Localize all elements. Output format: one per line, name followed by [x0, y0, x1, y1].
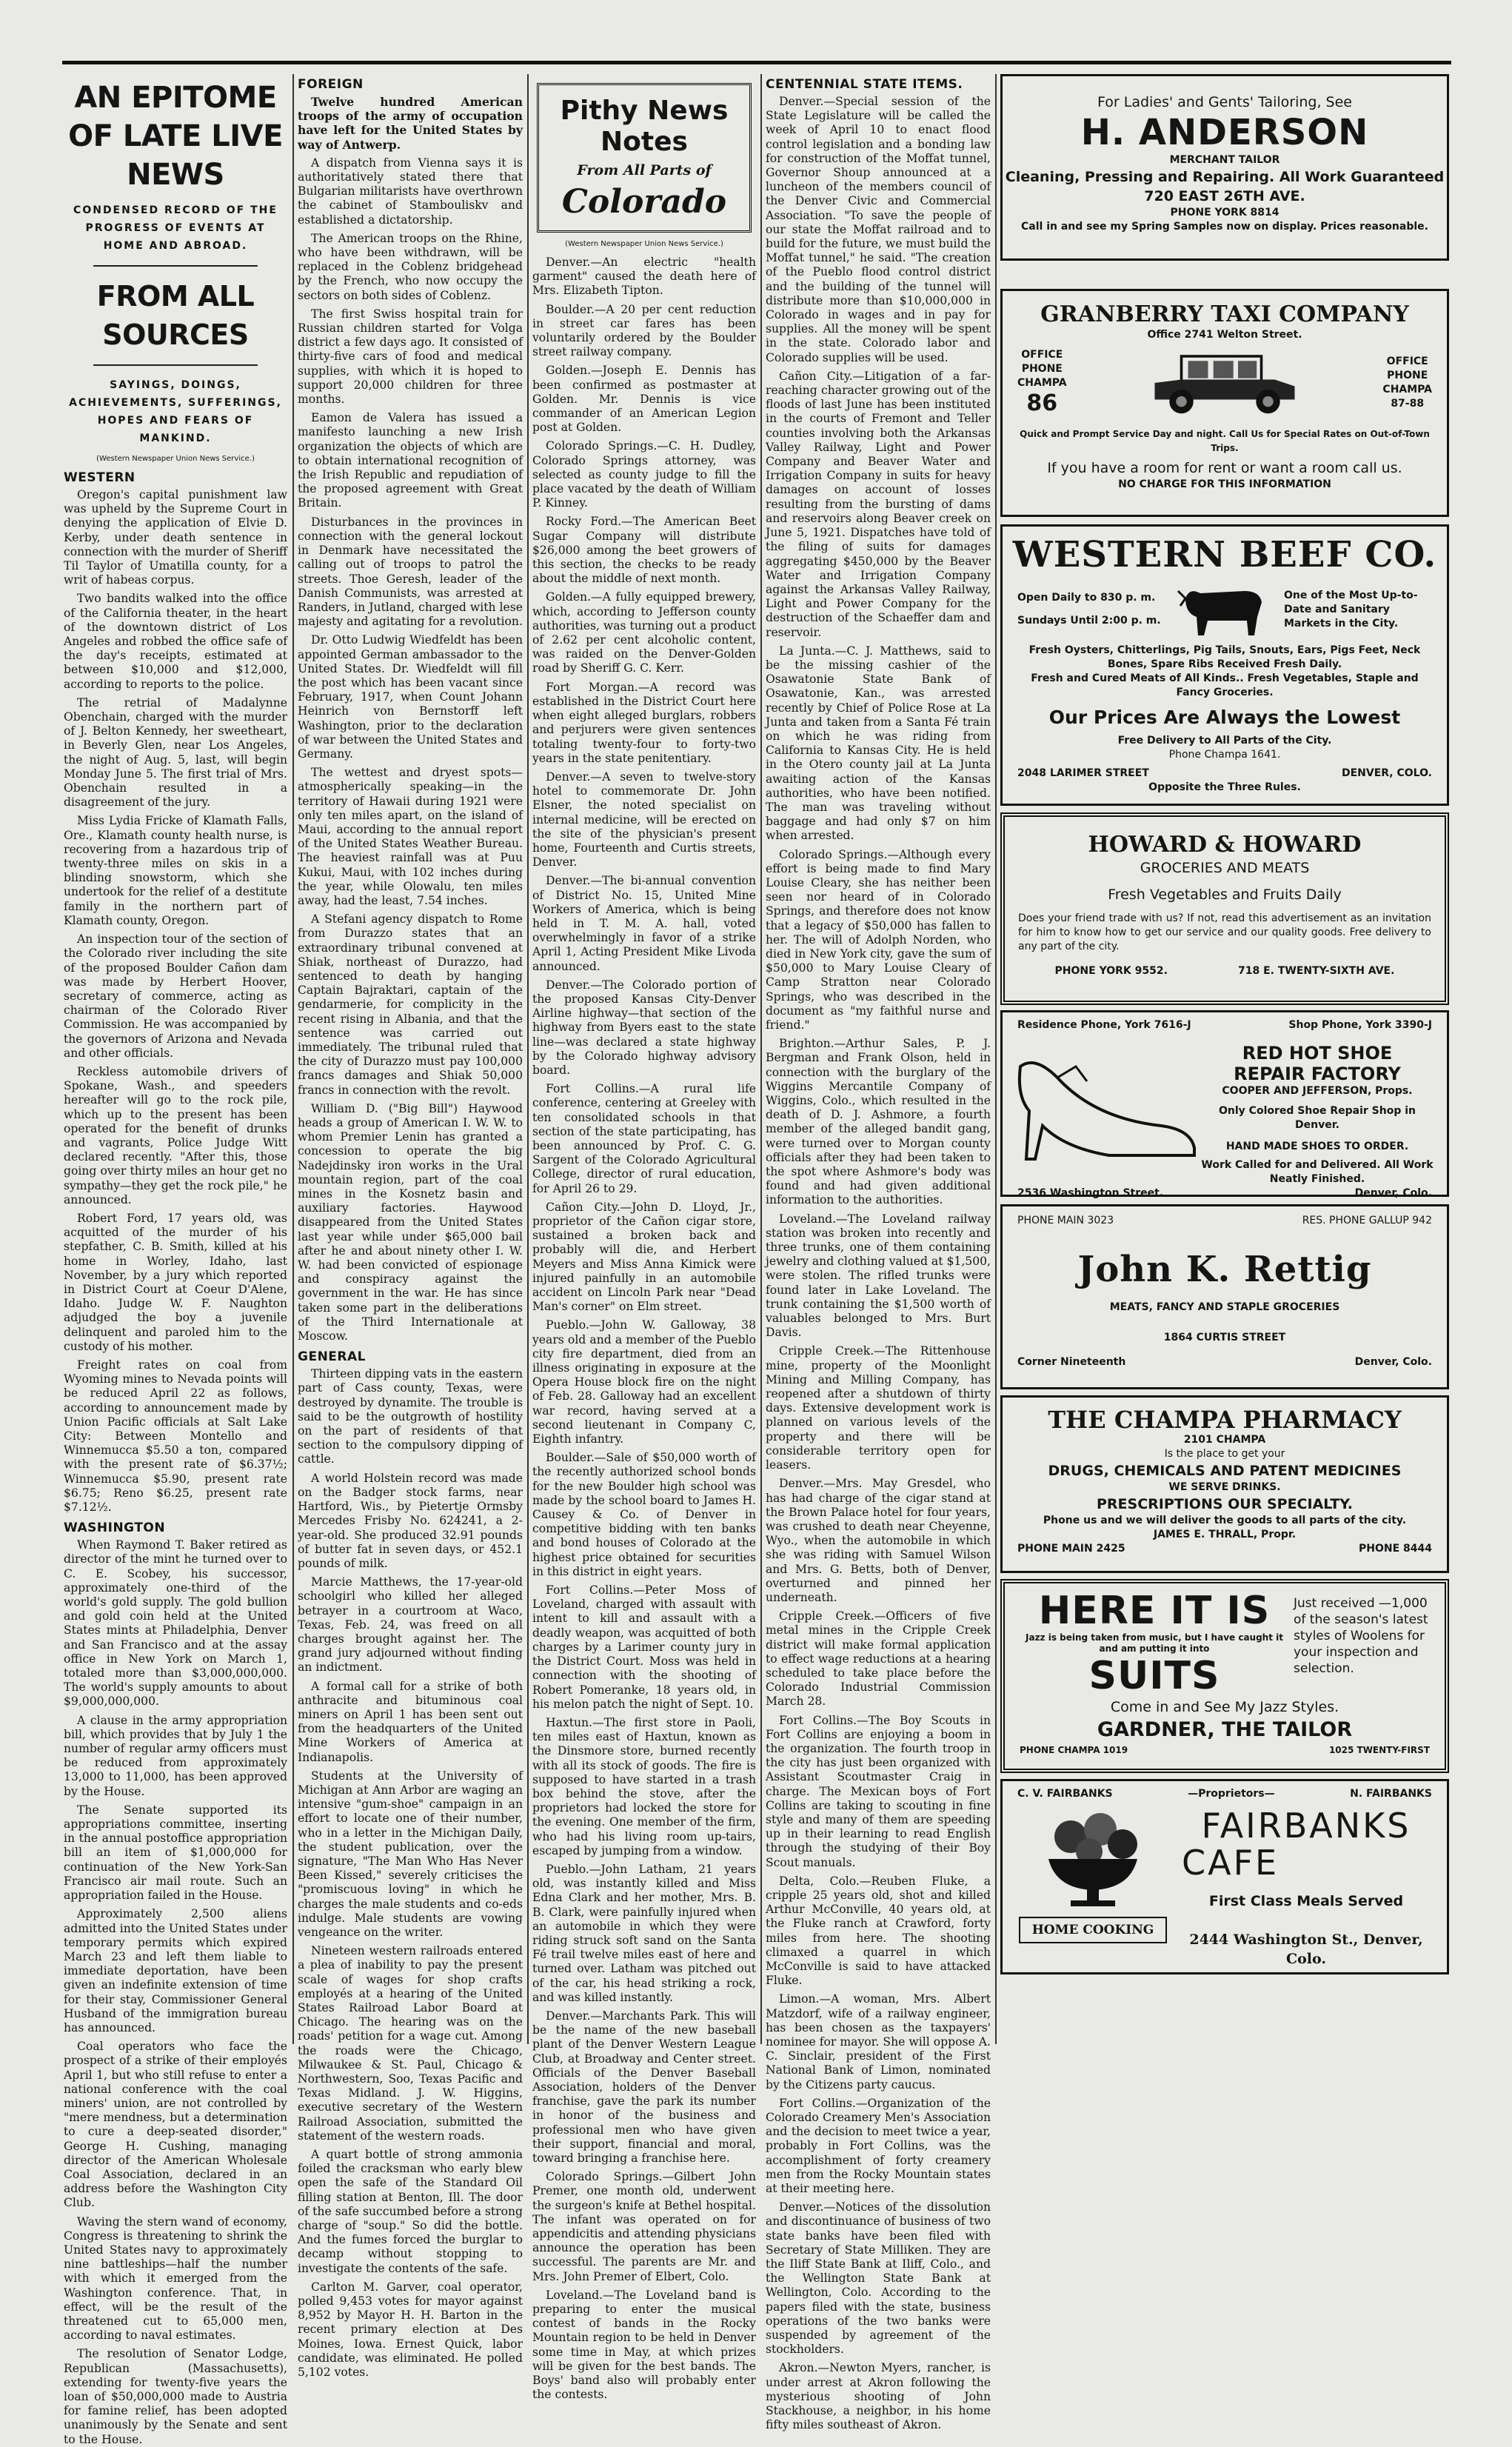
ad-business-name: THE CHAMPA PHARMACY — [1048, 1406, 1402, 1434]
news-item: The Senate supported its appropriations committee, inserting in the annual postoffice appropriation bill an item of $1,000,000 for continuation of the New York-San Francisco air mail route. Such an appropriation failed in the House. — [64, 1803, 287, 1903]
news-credit: (Western Newspaper Union News Service.) — [565, 240, 723, 248]
ad-phone-row — [1005, 964, 1445, 978]
pithy-subtitle: From All Parts of — [577, 162, 712, 178]
ad-phone-number: 86 — [1026, 390, 1058, 416]
news-item: A world Holstein record was made on the Badger stock farms, near Hartford, Wis., by Pietertje Ormsby Mercedes Frisby No. 624241, a 2-year-old. She produced 32.91 pounds of butter fat in seven days, or 452.1 pounds of milk. — [298, 1471, 523, 1570]
ad-address-row — [1003, 767, 1447, 781]
ad-granberry-taxi — [1000, 289, 1449, 517]
news-item: Golden.—Joseph E. Dennis has been confirmed as postmaster at Golden. Mr. Dennis is vice commander of an American Legion post at Golden. — [532, 364, 756, 435]
section-general: GENERAL — [298, 1349, 366, 1365]
ad-line: Corner Nineteenth — [1017, 1356, 1126, 1368]
news-item: Cañon City.—Litigation of a far-reaching character growing out of the floods of last June has been instituted in the courts of Fremont and Teller counties involving both the Arkansas Valley Railway, Light and Power Company and Beaver Water and Irrigation Company in suits for heavy damages on account of losses resulting from the bursting of dams and reservoirs along Beaver creek on June 5, 1921. Dispatches have told of the filing of suits for damages aggregating $450,000 by the Beaver Water and Irrigation Company against the Arkansas Valley Railway, Light and Power Company for the destruction of the Schaeffer dam and reservoir. — [766, 369, 991, 639]
news-item: Denver.—The Colorado portion of the proposed Kansas City-Denver Airline highway—that section of the highway from Byers east to the state line—was declared a state highway by the Colorado highway advisory board. — [532, 978, 756, 1077]
news-item: Pueblo.—John Latham, 21 years old, was instantly killed and Miss Edna Clark and her mother, Mrs. B. B. Clark, were painfully injured when an automobile in which they were riding struck soft sand on the Santa Fé trail twelve miles east of here and turned over. Latham was pitched out of the car, his head striking a rock, and was killed instantly. — [532, 1862, 756, 2004]
ad-line: COOPER AND JEFFERSON, Props. — [1222, 1085, 1413, 1097]
column-centennial — [766, 74, 991, 2432]
news-item: Freight rates on coal from Wyoming mines to Nevada points will be reduced April 22 as follows, according to announcement made by Union Pacific officials at Salt Lake City: Between Montello and Winnemucca $5.50 a ton, compared with the present rate of $6.37½; Winnemucca $5.90, present rate $6.75; Reno $6.25, present rate $7.12½. — [64, 1358, 287, 1515]
ad-fairbanks-body — [1003, 1801, 1447, 1969]
column-rule — [292, 74, 294, 2044]
column-rule — [760, 74, 762, 2044]
ad-address: 718 E. TWENTY-SIXTH AVE. — [1238, 965, 1395, 977]
subheadline-sayings: SAYINGS, DOINGS, ACHIEVEMENTS, SUFFERINGS, HOPES AND FEARS OF MANKIND. — [69, 379, 282, 444]
ad-fairbanks-left — [1011, 1807, 1174, 1969]
ad-address: 1025 TWENTY-FIRST — [1328, 1745, 1430, 1755]
ad-line: Come in and See My Jazz Styles. — [1110, 1699, 1339, 1715]
ad-phone: PHONE 8444 — [1359, 1543, 1432, 1555]
ad-john-rettig — [1000, 1204, 1449, 1389]
ad-red-hot-shoe — [1000, 1010, 1449, 1197]
ad-howard-groceries — [1000, 812, 1449, 1005]
ad-line: Does your friend trade with us? If not, read this advertisement as an invitation for him to know how to get our service and our quality goods. Free delivery to any part of the city. — [1018, 912, 1431, 952]
news-item: The retrial of Madalynne Obenchain, charged with the murder of J. Belton Kennedy, her sweetheart, in Beverly Glen, near Los Angeles, the night of Aug. 5, last, will begin Monday June 5. The first trial of Mrs. Obenchain resulted in a disagreement of the jury. — [64, 695, 287, 809]
ad-gardner-left — [1015, 1589, 1294, 1697]
ad-line: OFFICE — [1021, 349, 1063, 361]
news-item: Golden.—A fully equipped brewery, which, according to Jefferson county authorities, was turning out a product of 2.62 per cent alcoholic content, was raided on the Denver-Golden road by Sheriff G. C. Kerr. — [532, 590, 757, 675]
divider — [93, 265, 258, 267]
ad-business-name: H. ANDERSON — [1080, 112, 1369, 153]
ad-address: 2101 CHAMPA — [1183, 1434, 1266, 1446]
ad-anderson-tailor — [1000, 74, 1449, 261]
news-item: Carlton M. Garver, coal operator, polled 9,453 votes for mayor against 8,952 by Mayor H. H. Barton in the recent primary election at Des Moines, Iowa. Ernest Quick, labor candidate, was eliminated. He polled 5,102 votes. — [298, 2280, 523, 2380]
ad-business-name: WESTERN BEEF CO. — [1012, 534, 1437, 575]
ad-line: —Proprietors— — [1188, 1788, 1275, 1800]
news-item: La Junta.—C. J. Matthews, said to be the missing cashier of the Osawatonie State Bank of Osawatonie, Kan., was arrested recently by Chief of Police Rose at La Junta and taken from a Santa Fé train on which he was riding from California to Kansas City. He is held in the Otero county jail at La Junta awaiting action of the Kansas authorities, who have been notified. The man was traveling without baggage and had only $7 on him when arrested. — [766, 644, 991, 843]
ad-line: NO CHARGE FOR THIS INFORMATION — [1118, 478, 1331, 490]
ad-phone: PHONE MAIN 2425 — [1017, 1543, 1125, 1555]
ad-line: Opposite the Three Rules. — [1148, 781, 1301, 793]
ad-business-name: GARDNER, THE TAILOR — [1097, 1718, 1353, 1741]
ad-line: HAND MADE SHOES TO ORDER. — [1225, 1141, 1409, 1152]
ad-address: 1864 CURTIS STREET — [1163, 1332, 1286, 1343]
ad-address: 720 EAST 26TH AVE. — [1144, 188, 1305, 204]
ad-phone: Phone Champa 1641. — [1168, 749, 1281, 761]
ad-address: 2536 Washington Street. — [1017, 1187, 1164, 1199]
steer-icon — [1174, 580, 1271, 639]
ad-line: PRESCRIPTIONS OUR SPECIALTY. — [1096, 1496, 1354, 1512]
ad-line: Phone us and we will deliver the goods to all parts of the city. — [1043, 1515, 1407, 1526]
news-item: A formal call for a strike of both anthracite and bituminous coal miners on April 1 has been sent out from the headquarters of the United Mine Workers of America at Indianapolis. — [298, 1679, 523, 1764]
ad-line: OFFICE — [1386, 355, 1428, 367]
ad-address: 2048 LARIMER STREET — [1017, 767, 1149, 779]
home-cooking-box: HOME COOKING — [1019, 1917, 1167, 1943]
ad-line: MEATS, FANCY AND STAPLE GROCERIES — [1109, 1301, 1340, 1313]
news-item: Colorado Springs.—Gilbert John Premer, one month old, underwent the surgeon's knife at Bethel hospital. The infant was operated on for appendicitis and attending physicians announce the operation has been successful. The parents are Mr. and Mrs. John Premer of Elbert, Colo. — [532, 2170, 756, 2283]
ad-phone: PHONE YORK 9552. — [1054, 965, 1168, 977]
ad-line: Only Colored Shoe Repair Shop in Denver. — [1219, 1105, 1416, 1131]
ad-business-name: RED HOT SHOE — [1242, 1043, 1393, 1064]
news-item: Marcie Matthews, the 17-year-old schoolgirl who killed her alleged betrayer in a courtroom at Waco, Texas, Feb. 24, was freed on all charges brought against her. The grand jury adjourned without finding an indictment. — [298, 1575, 523, 1675]
section-foreign: FOREIGN — [298, 77, 364, 92]
ad-hours — [1017, 591, 1161, 628]
news-item: Colorado Springs.—Although every effort is being made to find Mary Louise Cleary, she has neither been seen nor heard of in Colorado Springs, and therefore does not know that a legacy of $50,000 has fallen to her. The will of Adolph Norden, who died in New York city, gave the sum of $50,000 to Mary Louise Cleary of Camp Stratton near Colorado Springs, who was described in the document as "my faithful nurse and friend." — [766, 847, 991, 1032]
headline-epitome: AN EPITOME OF LATE LIVE NEWS — [68, 81, 283, 192]
ad-phone: RES. PHONE GALLUP 942 — [1302, 1215, 1432, 1226]
news-item: Delta, Colo.—Reuben Fluke, a cripple 25 years old, shot and killed Arthur McConville, 40 years old, at the Fluke ranch at Crawford, forty miles from here. The shooting climaxed a quarrel in which McConville is said to have attacked Fluke. — [766, 1874, 991, 1988]
column-foreign-general — [298, 74, 523, 2380]
ad-hours-row — [1003, 580, 1447, 639]
news-item: Loveland.—The Loveland railway station was broken into recently and three trunks, one of them containing jewelry and clothing valued at $1,500, were stolen. The rifled trunks were found later in Lake Loveland. The trunk containing the $1,500 worth of valuables belonged to Mrs. Burt Davis. — [766, 1212, 991, 1340]
news-item: Fort Collins.—Organization of the Colorado Creamery Men's Association and the decision to meet twice a year, probably in Fort Collins, was the accomplishment of forty creamery men from the Rocky Mountain states at their meeting here. — [766, 2096, 991, 2196]
ad-phone-row — [1003, 1214, 1447, 1228]
ad-line: For Ladies' and Gents' Tailoring, See — [1097, 94, 1352, 110]
news-credit: (Western Newspaper Union News Service.) — [96, 455, 255, 463]
ad-fairbanks-right — [1174, 1807, 1438, 1969]
ad-line: Our Prices Are Always the Lowest — [1048, 707, 1401, 728]
news-item: Oregon's capital punishment law was upheld by the Supreme Court in denying the application of Elvie D. Kerby, under death sentence in connection with the murder of Sheriff Til Taylor of Umatilla county, for a writ of habeas corpus. — [64, 488, 287, 587]
news-item: Denver.—Notices of the dissolution and discontinuance of business of two state banks have been filed with Secretary of State Milliken. They are the Iliff State Bank at Iliff, Colo., and the Wellington State Bank at Wellington, Colo. According to the papers filed with the state, business operations of the two banks were suspended by agreement of the stockholders. — [766, 2200, 991, 2357]
news-item: The first Swiss hospital train for Russian children started for Volga district a few days ago. It consisted of thirty-five cars of food and medical supplies, with which it is hoped to support 20,000 children for three months. — [298, 307, 523, 407]
news-item: Denver.—Marchants Park. This will be the name of the new baseball plant of the Denver Western League Club, at Broadway and Center street. Officials of the Denver Baseball Association, holders of the Denver franchise, gave the park its number in honor of the business and professional men who have given their support, financial and moral, toward bringing a franchise here. — [532, 2009, 756, 2165]
ad-line: Is the place to get your — [1164, 1448, 1285, 1460]
news-item: Reckless automobile drivers of Spokane, Wash., and speeders hereafter will go to the rock pile, which up to the present has been operated for the benefit of drunks and vagrants, Police Judge Witt declared recently. "After this, those going over thirty miles an hour get no sympathy—they get the rock pile," he announced. — [64, 1064, 287, 1206]
news-item: Brighton.—Arthur Sales, P. J. Bergman and Frank Olson, held in connection with the burglary of the Wiggins Mercantile Company of Wiggins, Colo., which resulted in the death of D. J. Ashmore, a fourth member of the alleged bandit gang, were turned over to Morgan county officials after they had been taken to the spot where Ashmore's body was found and had given additional information to the authorities. — [766, 1037, 991, 1207]
news-item: Fort Morgan.—A record was established in the District Court here when eight alleged burglars, robbers and perjurers were given sentences totaling twenty-four to forty-two years in the state penitentiary. — [532, 680, 756, 765]
ad-line: Just received —1,000 of the season's latest styles of Woolens for your inspection and selection. — [1294, 1596, 1428, 1676]
ad-phone: PHONE MAIN 3023 — [1017, 1215, 1114, 1226]
news-item: Denver.—A seven to twelve-story hotel to commemorate Dr. John Elsner, the noted specialist on internal medicine, will be erected on the site of the physician's present home, Fourteenth and Curtis streets, Denver. — [532, 770, 756, 869]
ad-line: Call in and see my Spring Samples now on display. Prices reasonable. — [1021, 221, 1428, 233]
ad-line: Jazz is being taken from music, but I have caught it and am putting it into — [1026, 1632, 1283, 1654]
column-rule — [995, 74, 997, 2044]
news-item: Fort Collins.—The Boy Scouts in Fort Collins are enjoying a boom in the organization. The fourth troop in the city has just been organized with Assistant Scoutmaster Craig in charge. The Mexican boys of Fort Collins are taking to scouting in fine style and many of them are speeding up in their learning to read English through the studying of their Boy Scout manuals. — [766, 1713, 991, 1869]
news-item: Two bandits walked into the office of the California theater, in the heart of the downtown district of Los Angeles and robbed the office safe of the day's receipts, estimated at between $10,000 and $12,000, according to reports to the police. — [64, 592, 287, 691]
ad-headline: SUITS — [1088, 1654, 1220, 1698]
news-item: Students at the University of Michigan at Ann Arbor are waging an intensive "gum-shoe" campaign in an effort to locate one of their number, who in a letter in the Michigan Daily, the student publication, over the signature, "The Man Who Has Never Been Kissed," severely criticises the "promiscuous loving" in which he charges the male students and co-eds indulge. Male students are vowing vengeance on the writer. — [298, 1769, 523, 1939]
ad-line: Work Called for and Delivered. All Work Neatly Finished. — [1201, 1159, 1434, 1185]
ad-line: Fresh Oysters, Chitterlings, Pig Tails, Snouts, Ears, Pigs Feet, Neck Bones, Spare Ribs Received Fresh Daily. — [1028, 644, 1421, 670]
news-item: Robert Ford, 17 years old, was acquitted of the murder of his stepfather, C. B. Smith, killed at his home in Worley, Idaho, last November, by a jury which reported in District Court at Coeur D'Alene, Idaho. Judge W. F. Naughton adjudged the boy a juvenile delinquent and paroled him to the custody of his mother. — [64, 1211, 287, 1353]
news-item: Disturbances in the provinces in connection with the general lockout in Denmark have necessitated the calling out of troops to patrol the streets. Thoe Geresh, leader of the Danish Communists, was arrested at Randers, in Jutland, charged with lese majesty and agitating for a revolution. — [298, 515, 523, 629]
news-item: Fort Collins.—A rural life conference, centering at Greeley with ten consolidated schools in that section of the state participating, has been announced by Prof. C. G. Sargent of the Colorado Agricultural College, director of rural education, for April 26 to 29. — [532, 1082, 756, 1195]
ad-line: PHONE — [1387, 369, 1428, 381]
ad-phone-row — [1005, 1743, 1445, 1757]
ad-line: Open Daily to 830 p. m. — [1017, 592, 1156, 604]
ad-gardner-body — [1005, 1589, 1445, 1697]
news-item: A Stefani agency dispatch to Rome from Durazzo states that an extraordinary tribunal convened at Shiak, northeast of Durazzo, had sentenced to death by hanging Captain Bajraktari, captain of the gendarmerie, for complicity in the recent rising in Albania, and that the sentence was carried out immediately. The tribunal ruled that the city of Durazzo must pay 100,000 francs damages and Shiak 50,000 francs in connection with the revolt. — [298, 912, 523, 1097]
news-item: The resolution of Senator Lodge, Republican (Massachusetts), extending for twenty-five years the loan of $50,000,000 made to Austria for famine relief, has been adopted unanimously by the Senate and sent to the House. — [64, 2347, 287, 2446]
ad-city: Denver, Colo. — [1354, 1187, 1432, 1199]
ad-line: JAMES E. THRALL, Propr. — [1153, 1529, 1297, 1540]
ad-business-name: CAFE — [1182, 1843, 1279, 1883]
subheadline-condensed: CONDENSED RECORD OF THE PROGRESS OF EVENTS AT HOME AND ABROAD. — [73, 204, 278, 252]
ad-line: N. FAIRBANKS — [1350, 1788, 1432, 1800]
ad-line: First Class Meals Served — [1208, 1893, 1404, 1909]
news-item: Denver.—Special session of the State Legislature will be called the week of April 10 to enact flood control legislation and a bonding law for construction of the Moffat tunnel, Governor Shoup announced at a luncheon of the members council of the Denver Civic and Commercial Association. "To save the people of our state the Moffat railroad and to build for the future, we must build the Moffat tunnel," he said. "The creation of the Pueblo flood control district and the building of the tunnel will distribute more than $10,000,000 in Colorado in wages and in pay for supplies. All the money will be spent in the state. Colorado labor and Colorado supplies will be used. — [766, 95, 991, 364]
ad-business-name: REPAIR FACTORY — [1234, 1064, 1401, 1084]
ad-line: Fresh and Cured Meats of All Kinds.. Fresh Vegetables, Staple and Fancy Groceries. — [1031, 672, 1419, 698]
ad-gardner-tailor — [1000, 1579, 1449, 1773]
news-item: Boulder.—Sale of $50,000 worth of the recently authorized school bonds for the new Boulder high school was made by the school board to James H. Causey & Co. of Denver in competitive bidding with ten banks and bond houses of Colorado at the highest price obtained for securities in this district in eight years. — [532, 1451, 756, 1578]
ad-line: If you have a room for rent or want a room call us. — [1047, 460, 1402, 476]
news-item: Cripple Creek.—Officers of five metal mines in the Cripple Creek district will make formal application to effect wage reductions at a hearing scheduled to take place before the Colorado Industrial Commission March 28. — [766, 1609, 991, 1709]
ad-line: Quick and Prompt Service Day and night. Call Us for Special Rates on Out-of-Town Trips. — [1020, 429, 1430, 453]
ad-city: Denver, Colo. — [1354, 1356, 1432, 1368]
headline-all-sources: FROM ALL SOURCES — [96, 280, 255, 351]
news-item: When Raymond T. Baker retired as director of the mint he turned over to C. E. Scobey, his successor, approximately one-third of the world's gold supply. The gold bullion and gold coin held at the United States mints at Philadelphia, Denver and San Francisco and at the assay office in New York on March 1, totaled more than $3,000,000,000. The world's supply amounts to about $9,000,000,000. — [64, 1538, 287, 1709]
section-centennial: CENTENNIAL STATE ITEMS. — [766, 77, 963, 92]
column-rule — [527, 74, 529, 2044]
news-item: Limon.—A woman, Mrs. Albert Matzdorf, wife of a railway engineer, has been chosen as the taxpayers' nominee for mayor. She will oppose A. C. Sinclair, president of the First National Bank of Limon, nominated by the Citizens party caucus. — [766, 1992, 991, 2092]
news-item: Denver.—The bi-annual convention of District No. 15, United Mine Workers of America, which is being held in T. M. A. hall, voted overwhelmingly in favor of a strike April 1, Acting President Mike Livoda announced. — [532, 874, 756, 973]
ad-address-row — [1003, 1355, 1447, 1369]
ad-phone-left — [1017, 348, 1067, 417]
news-item: A dispatch from Vienna says it is authoritatively stated there that Bulgarian militarists have overthrown the cabinet of Stambouliskv and established a dictatorship. — [298, 156, 523, 227]
news-item: Akron.—Newton Myers, rancher, is under arrest at Akron following the mysterious shooting of John Stackhouse, a neighbor, in his home fifty miles southeast of Akron. — [766, 2361, 991, 2432]
ad-business-name: John K. Rettig — [1077, 1249, 1372, 1290]
ad-phone: Shop Phone, York 3390-J — [1288, 1019, 1432, 1031]
news-item: Approximately 2,500 aliens admitted into the United States under temporary permits which expired March 23 and left them liable to immediate deportation, have been given an indefinite extension of time for their stay, Commissioner General Husband of the immigration bureau has announced. — [64, 1907, 287, 2034]
news-item: William D. ("Big Bill") Haywood heads a group of American I. W. W. to whom Premier Lenin has granted a concession to operate the big Nadejdinsky iron works in the Ural mountain region, part of the coal mines in the Kosnetz basin and auxiliary factories. Haywood disappeared from the United States last year while under $65,000 bail after he and about ninety other I. W. W. had been convicted of espionage and conspiracy against the government in the war. He has since taken some part in the deliberations of the Third Internationale at Moscow. — [298, 1101, 523, 1343]
ad-fairbanks-cafe — [1000, 1779, 1449, 1974]
news-item: A quart bottle of strong ammonia foiled the cracksman who early blew open the safe of the Standard Oil filling station at Benton, Ill. The door of the safe succumbed before a strong charge of "soup." So did the bottle. And the fumes forced the burglar to decamp without stopping to investigate the contents of the safe. — [298, 2148, 523, 2275]
news-item: Loveland.—The Loveland band is preparing to enter the musical contest of bands in the Rocky Mountain region to be held in Denver some time in May, at which prizes will be given for the best bands. The Boys' band also will probably enter the contests. — [532, 2288, 756, 2402]
ad-phone-row — [1003, 1018, 1447, 1032]
ad-business-name: HOWARD & HOWARD — [1088, 832, 1362, 858]
pithy-title: Pithy News Notes — [560, 96, 729, 157]
ad-phone-row — [1003, 1542, 1447, 1556]
ad-line: GROCERIES AND MEATS — [1140, 860, 1310, 876]
ad-business-name: GRANBERRY TAXI COMPANY — [1040, 301, 1409, 327]
ad-line: CHAMPA — [1382, 383, 1432, 395]
ad-line: MERCHANT TAILOR — [1169, 154, 1280, 166]
news-item: Eamon de Valera has issued a manifesto launching a new Irish organization the objects of which are to obtain international recognition of the Irish Republic and repudiation of the proposed agreement with Great Britain. — [298, 411, 523, 510]
news-item: Miss Lydia Fricke of Klamath Falls, Ore., Klamath county health nurse, is recovering from a hazardous trip of twenty-three miles on skis in a blinding snowstorm, which she undertook for the relief of a destitute family in the northern part of Klamath county, Oregon. — [64, 814, 287, 927]
ad-line: One of the Most Up-to-Date and Sanitary Markets in the City. — [1283, 589, 1418, 630]
news-item: Dr. Otto Ludwig Wiedfeldt has been appointed German ambassador to the United States. Dr. Wiedfeldt will fill the post which has been vacant since February, 1917, when Count Johann Heinrich von Bernstorff left Washington, prior to the declaration of war between the United States and Germany. — [298, 633, 523, 761]
ad-phone: PHONE YORK 8814 — [1170, 207, 1279, 218]
ad-phone: Residence Phone, York 7616-J — [1017, 1019, 1191, 1031]
ad-line: Fresh Vegetables and Fruits Daily — [1108, 887, 1342, 903]
ad-phone-number: 87-88 — [1391, 397, 1425, 410]
column-epitome — [64, 74, 287, 2446]
ad-line: C. V. FAIRBANKS — [1017, 1788, 1113, 1800]
ad-headline: HERE IT IS — [1038, 1589, 1271, 1633]
ad-address-row — [1003, 1186, 1447, 1201]
news-item: Denver.—Mrs. May Gresdel, who has had charge of the cigar stand at the Brown Palace hotel for four years, was crushed to death near Cheyenne, Wyo., when the automobile in which she was riding with Samuel Wilson and Mrs. G. Betts, both of Denver, overturned and pinned her underneath. — [766, 1477, 991, 1604]
news-item: Haxtun.—The first store in Paoli, ten miles east of Haxtun, known as the Dinsmore store, burned recently with all its stock of goods. The fire is supposed to have started in a trash box behind the stove, after the proprietors had locked the store for the evening. One member of the firm, who had his living room up-tairs, escaped by jumping from a window. — [532, 1715, 756, 1857]
news-item: The wettest and dryest spots—atmospherically speaking—in the territory of Hawaii during 1921 were only ten miles apart, on the island of Maui, according to the annual report of the United States Weather Bureau. The heaviest rainfall was at Puu Kukui, Maui, with 102 inches during the year, while Olowalu, ten miles away, had the least, 7.54 inches. — [298, 766, 523, 907]
ad-line: Cleaning, Pressing and Repairing. All Work Guaranteed — [1005, 169, 1445, 185]
ad-line: Free Delivery to All Parts of the City. — [1117, 735, 1332, 747]
news-item: Pueblo.—John W. Galloway, 38 years old and a member of the Pueblo city fire department, died from an illness originating in exposure at the Opera House block fire on the night of Feb. 28. Galloway had an excellent war record, having served at a second lieutenant in Company C, Eighth infantry. — [532, 1318, 756, 1446]
ad-proprietors-row — [1003, 1787, 1447, 1801]
top-rule — [62, 61, 1451, 64]
ad-shoe-text — [1198, 1037, 1436, 1186]
ad-line: CHAMPA — [1017, 377, 1067, 389]
news-item: Coal operators who face the prospect of a strike of their employés April 1, but who still refuse to enter a national conference with the coal miners' union, are not controlled by "mere mendness, but a determination to cure a deep-seated disorder," George H. Cushing, managing director of the American Wholesale Coal Association, declared in an address before the Washington City Club. — [64, 2040, 287, 2210]
ad-line: WE SERVE DRINKS. — [1168, 1481, 1281, 1493]
news-item: Denver.—An electric "health garment" caused the death here of Mrs. Elizabeth Tipton. — [532, 256, 756, 298]
ad-address: 2444 Washington St., Denver, Colo. — [1189, 1932, 1423, 1967]
taxi-car-icon — [1132, 350, 1317, 416]
ad-business-name: FAIRBANKS — [1201, 1806, 1411, 1846]
ad-phone: PHONE CHAMPA 1019 — [1020, 1745, 1128, 1755]
fruit-bowl-icon — [1019, 1807, 1167, 1911]
news-item: A clause in the army appropriation bill, which provides that by July 1 the number of regular army officers must be reduced from approximately 13,000 to 11,000, has been approved by the House. — [64, 1713, 287, 1798]
ad-line: PHONE — [1021, 363, 1063, 375]
news-item: Cripple Creek.—The Rittenhouse mine, property of the Moonlight Mining and Milling Company, has reopened after a shutdown of thirty days. Extensive development work is planned on various levels of the property and there will be considerable territory open for leasers. — [766, 1344, 991, 1472]
ad-line: Sundays Until 2:00 p. m. — [1017, 615, 1161, 627]
ad-city: DENVER, COLO. — [1341, 767, 1432, 779]
ad-shoe-body — [1003, 1032, 1447, 1186]
pithy-colorado: Colorado — [561, 183, 727, 221]
news-item: Nineteen western railroads entered a plea of inability to pay the present scale of wages for shop crafts employés at a hearing of the United States Railroad Labor Board at Chicago. The hearing was on the roads' petition for a wage cut. Among the roads were the Chicago, Milwaukee & St. Paul, Chicago & Northwestern, Soo, Texas Pacific and Texas Midland. J. W. Higgins, executive secretary of the Western Railroad Association, submitted the statement of the western roads. — [298, 1944, 523, 2143]
ad-western-beef — [1000, 524, 1449, 806]
section-western: WESTERN — [64, 470, 136, 485]
news-item: The American troops on the Rhine, who have been withdrawn, will be replaced in the Coblenz bridgehead by the French, who now occupy the sectors on both sides of Coblenz. — [298, 231, 523, 302]
pithy-news-header-box — [537, 83, 752, 233]
ad-address: Office 2741 Welton Street. — [1147, 329, 1302, 341]
news-item: Cañon City.—John D. Lloyd, Jr., proprietor of the Cañon cigar store, sustained a broken back and probably will die, and Herbert Meyers and Miss Anna Kimick were injured painfully in an automobile accident on Lincoln Park near "Dead Man's corner" on Elm street. — [532, 1200, 756, 1314]
news-item: Colorado Springs.—C. H. Dudley, Colorado Springs attorney, was selected as county judge to fill the place vacated by the death of William P. Kinney. — [532, 439, 756, 510]
news-item: Boulder.—A 20 per cent reduction in street car fares has been voluntarily ordered by the Boulder street railway company. — [532, 302, 756, 359]
news-item: Waving the stern wand of economy, Congress is threatening to shrink the United States navy to approximately nine battleships—half the number with which it emerged from the Washington conference. That, in effect, will be the result of the threatened cut to 65,000 men, according to naval estimates. — [64, 2214, 287, 2343]
ad-phone-row — [1003, 348, 1447, 417]
column-pithy-news — [532, 74, 757, 2402]
ad-champa-pharmacy — [1000, 1395, 1449, 1573]
shoe-icon — [1013, 1037, 1198, 1163]
news-item: An inspection tour of the section of the Colorado river including the site of the proposed Boulder Cañon dam was made by Herbert Hoover, secretary of commerce, acting as chairman of the Colorado River Commission. He was accompanied by the governors of Arizona and Nevada and other officials. — [64, 932, 287, 1060]
ad-phone-right — [1382, 355, 1432, 411]
section-washington: WASHINGTON — [64, 1520, 166, 1536]
news-item: Twelve hundred American troops of the army of occupation have left for the United States by way of Antwerp. — [298, 95, 523, 152]
ad-line: DRUGS, CHEMICALS AND PATENT MEDICINES — [1048, 1463, 1402, 1479]
news-item: Fort Collins.—Peter Moss of Loveland, charged with assault with intent to kill and assault with a deadly weapon, was acquitted of both charges by a Larimer county jury in the District Court. Moss was held in connection with the shooting of Robert Pomeranke, 18 years old, in his melon patch the night of Sept. 10. — [532, 1583, 756, 1711]
divider — [93, 364, 258, 366]
news-item: Thirteen dipping vats in the eastern part of Cass county, Texas, were destroyed by dynamite. The trouble is said to be the outgrowth of hostility on the part of residents of that section to the compulsory dipping of cattle. — [298, 1367, 523, 1466]
news-item: Rocky Ford.—The American Beet Sugar Company will distribute $26,000 among the beet growers of this section, the checks to be ready about the middle of next month. — [532, 515, 756, 586]
